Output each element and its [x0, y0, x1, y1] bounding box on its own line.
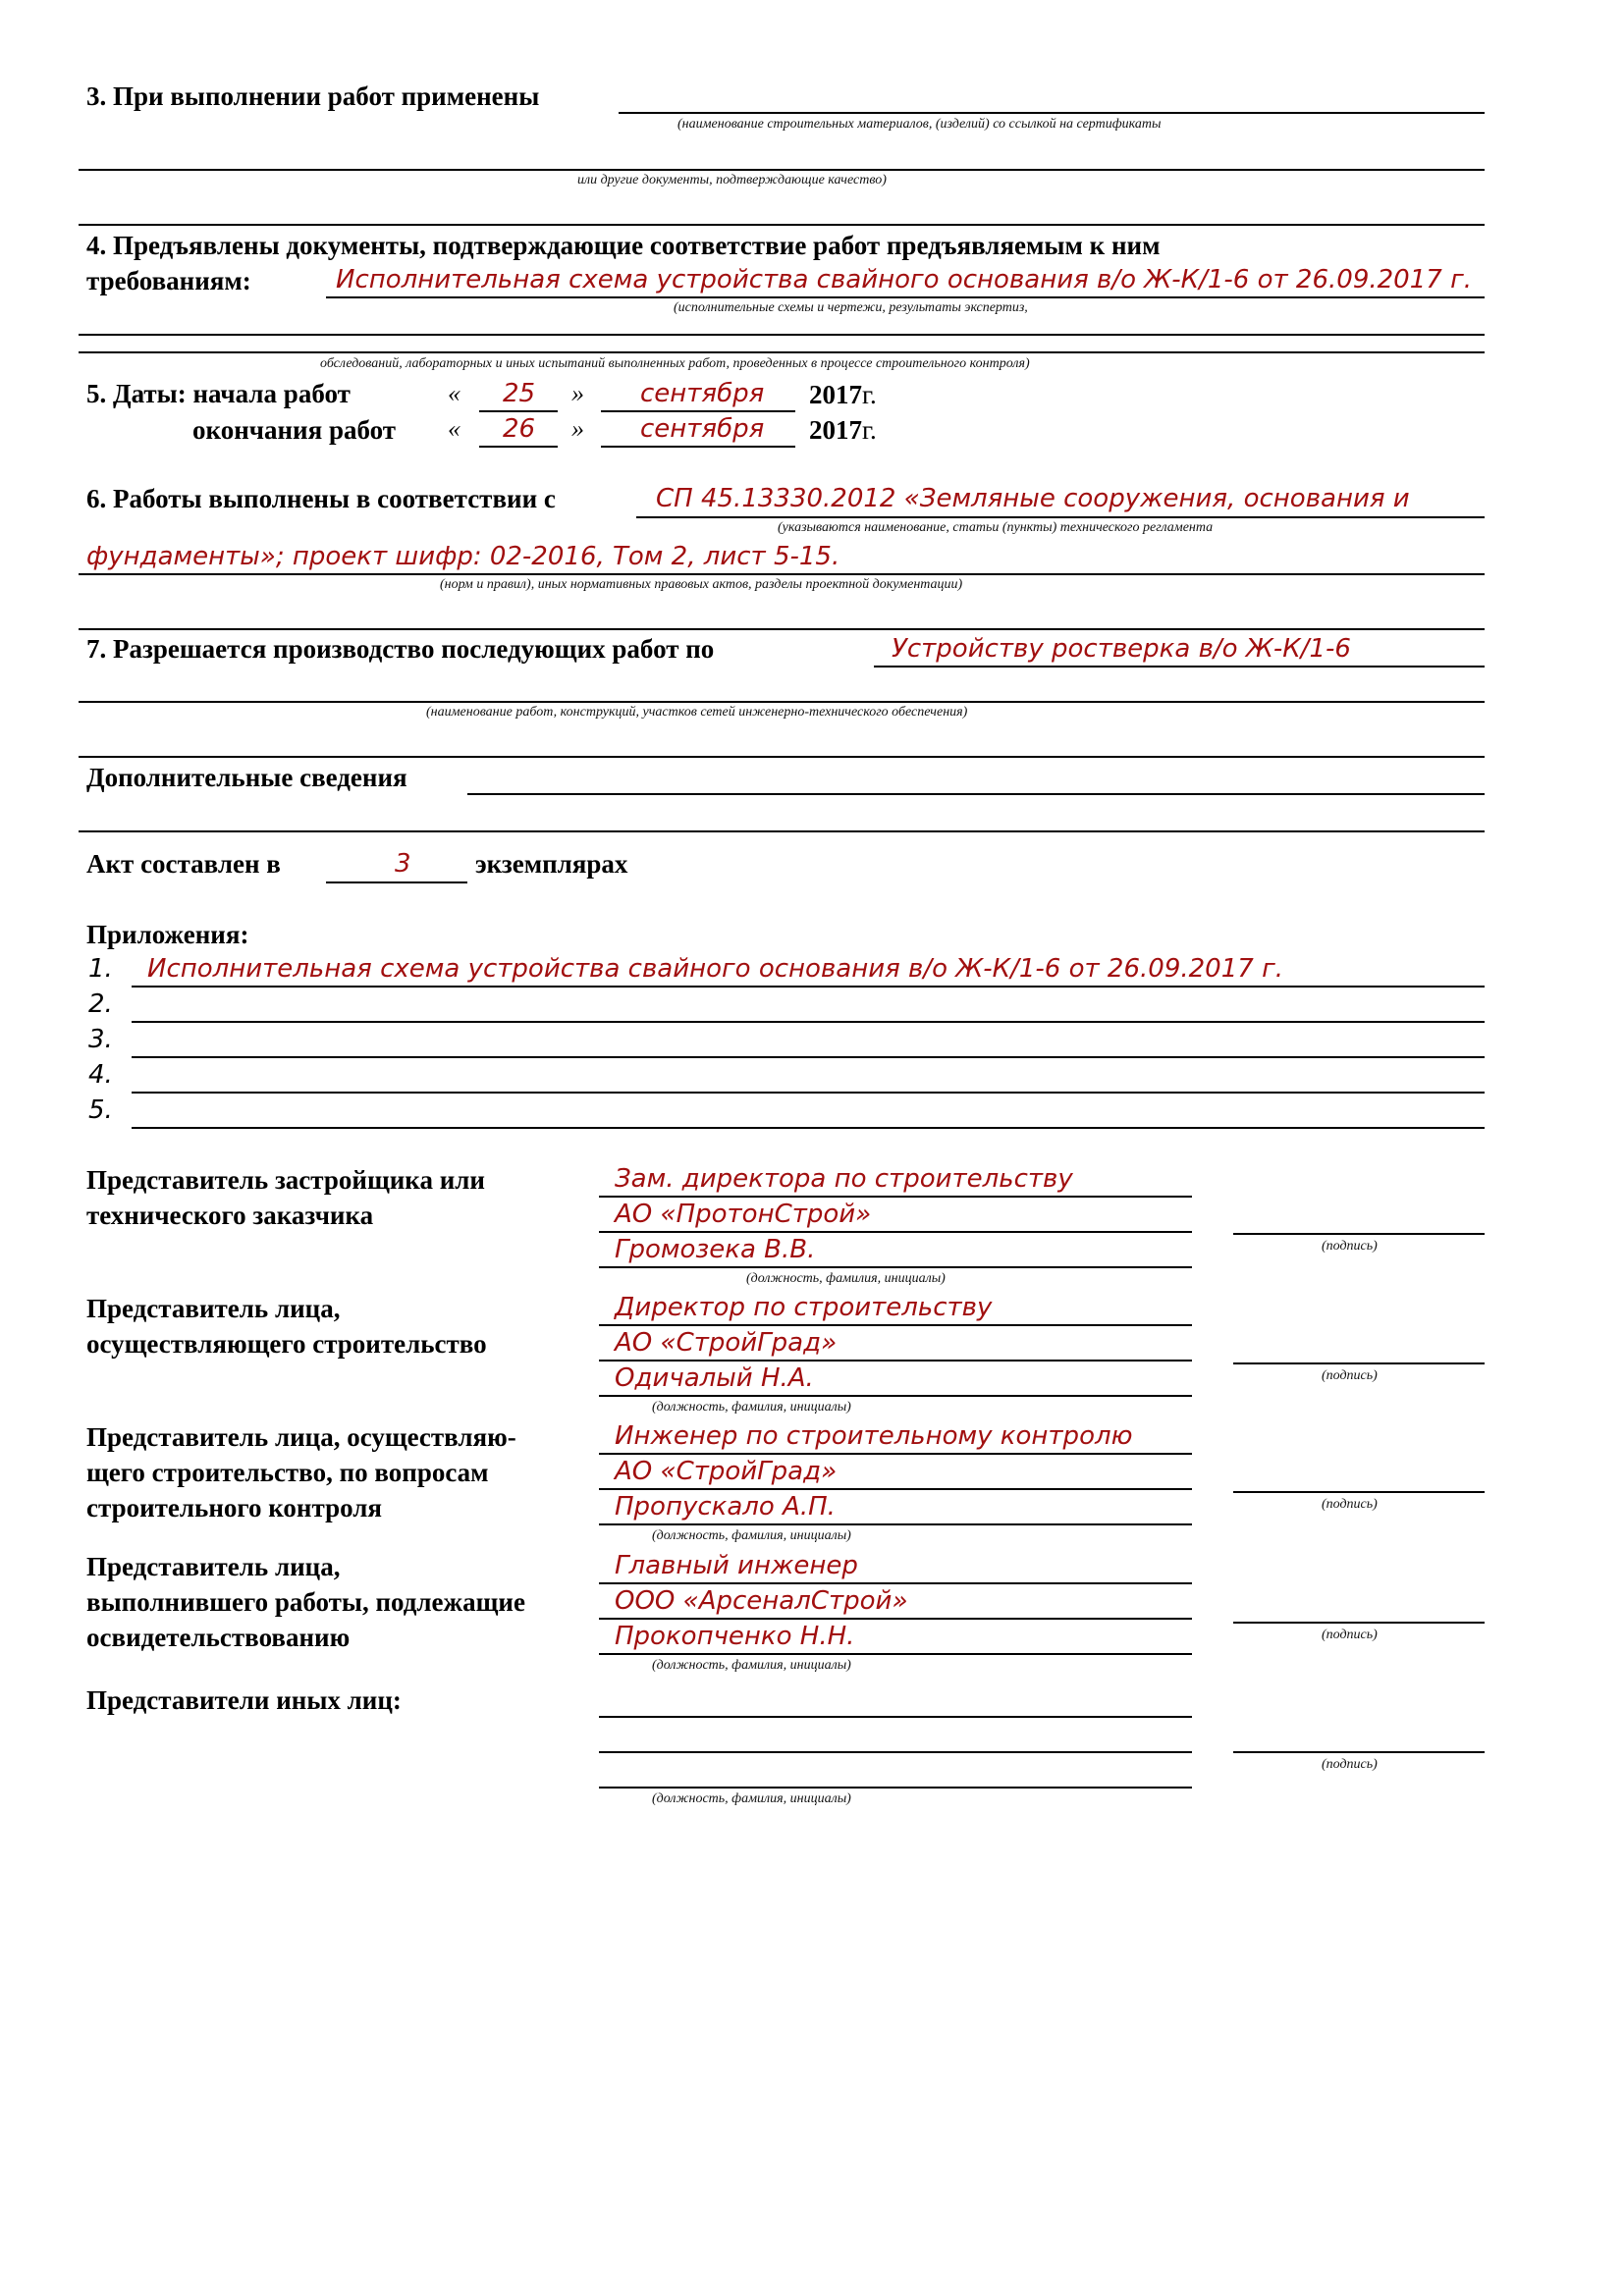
end-day-value[interactable]: 26 [503, 414, 536, 444]
rep-position-value[interactable]: Инженер по строительному контролю [615, 1421, 1133, 1451]
section-7-caption: (наименование работ, конструкций, участков сетей инженерно-технического обеспечения) [426, 705, 968, 720]
extra-info-label: Дополнительные сведения [86, 763, 407, 792]
rep-label-line-2: осуществляющего строительство [86, 1329, 487, 1359]
section-4-caption-1: (исполнительные схемы и чертежи, результаты экспертиз, [674, 300, 1028, 315]
section-5-label: 5. Даты: начала работ [86, 379, 351, 408]
signature-caption: (подпись) [1322, 1239, 1378, 1254]
section-3-field-line[interactable] [619, 112, 1485, 114]
section-5-end-label: окончания работ [192, 415, 397, 445]
rep-label-line-3: освидетельствованию [86, 1623, 351, 1652]
rep-label-line-2: технического заказчика [86, 1201, 374, 1230]
end-close-quote: » [571, 414, 584, 443]
rep-name-value[interactable]: Одичалый Н.А. [615, 1363, 814, 1393]
rep-position-value[interactable]: Директор по строительству [615, 1293, 993, 1322]
end-year-suffix: г. [862, 415, 877, 445]
rep-field-line [599, 1582, 1192, 1584]
rep-name-value[interactable]: Пропускало А.П. [615, 1492, 836, 1522]
section-3-caption-1: (наименование строительных материалов, (изделий) со ссылкой на сертификаты [677, 117, 1162, 132]
rep-field-line [599, 1231, 1192, 1233]
rep-field-line [599, 1324, 1192, 1326]
rep-label-line-1: Представитель лица, [86, 1294, 341, 1323]
section-4-field-line-3 [79, 351, 1485, 353]
signature-line[interactable] [1233, 1622, 1485, 1624]
signature-line[interactable] [1233, 1362, 1485, 1364]
end-month-line [601, 446, 795, 448]
rep-organization-value[interactable]: АО «СтройГрад» [615, 1328, 838, 1358]
start-day-value[interactable]: 25 [503, 379, 536, 408]
rep-name-value[interactable]: Прокопченко Н.Н. [615, 1622, 855, 1651]
end-year [809, 414, 877, 446]
rep-label-line-1: Представитель лица, [86, 1552, 341, 1581]
section-6-label: 6. Работы выполнены в соответствии с [86, 484, 556, 513]
attachment-line [132, 1127, 1485, 1129]
rep-field-line [599, 1395, 1192, 1397]
end-open-quote: « [448, 414, 460, 443]
attachment-value[interactable]: Исполнительная схема устройства свайного основания в/о Ж-К/1-6 от 26.09.2017 г. [147, 954, 1283, 984]
section-6-caption-2: (норм и правил), иных нормативных правовых актов, разделы проектной документации) [440, 577, 963, 592]
section-4-label-1: 4. Предъявлены документы, подтверждающие соответствие работ предъявляемым к ним [86, 231, 1161, 260]
rep-position-value[interactable]: Зам. директора по строительству [615, 1164, 1073, 1194]
rep-field-line [599, 1196, 1192, 1198]
signature-line[interactable] [1233, 1233, 1485, 1235]
rep-caption: (должность, фамилия, инициалы) [652, 1400, 851, 1415]
section-divider [79, 224, 1485, 226]
section-divider-2 [79, 628, 1485, 630]
attachment-line [132, 986, 1485, 988]
section-7-label: 7. Разрешается производство последующих работ по [86, 634, 715, 664]
copies-suffix: экземплярах [475, 849, 628, 879]
rep-field-line [599, 1523, 1192, 1525]
copies-line [326, 881, 467, 883]
rep-label-line-1: Представитель застройщика или [86, 1165, 485, 1195]
section-4-caption-2: обследований, лабораторных и иных испытаний выполненных работ, проведенных в процессе строительного контроля) [320, 356, 1030, 371]
start-close-quote: » [571, 379, 584, 407]
attachment-line [132, 1092, 1485, 1094]
end-day-line [479, 446, 558, 448]
section-6-value-1[interactable]: СП 45.13330.2012 «Земляные сооружения, основания и [656, 484, 1410, 513]
extra-info-line-2[interactable] [79, 830, 1485, 832]
attachment-number: 4. [88, 1060, 113, 1090]
section-3-label: 3. При выполнении работ применены [86, 81, 540, 111]
start-open-quote: « [448, 379, 460, 407]
section-6-value-2[interactable]: фундаменты»; проект шифр: 02-2016, Том 2, лист 5-15. [86, 542, 840, 571]
extra-info-line[interactable] [467, 793, 1485, 795]
rep-caption: (должность, фамилия, инициалы) [746, 1271, 946, 1286]
rep-field-line [599, 1653, 1192, 1655]
copies-label: Акт составлен в [86, 849, 281, 879]
rep-caption: (должность, фамилия, инициалы) [652, 1791, 851, 1806]
rep-field-line[interactable] [599, 1751, 1192, 1753]
end-year-value: 2017 [809, 415, 862, 445]
rep-label-line-1: Представители иных лиц: [86, 1685, 402, 1715]
section-6-caption-1: (указываются наименование, статьи (пункты) технического регламента [778, 520, 1214, 535]
start-year [809, 379, 877, 410]
attachment-number: 1. [88, 954, 113, 984]
section-4-field-line [326, 296, 1485, 298]
rep-label-line-1: Представитель лица, осуществляю- [86, 1422, 516, 1452]
section-4-documents-value[interactable]: Исполнительная схема устройства свайного основания в/о Ж-К/1-6 от 26.09.2017 г. [336, 265, 1472, 294]
section-3-field-line-2[interactable] [79, 169, 1485, 171]
start-year-value: 2017 [809, 380, 862, 409]
signature-caption: (подпись) [1322, 1757, 1378, 1772]
section-6-field-line [636, 516, 1485, 518]
rep-field-line [599, 1618, 1192, 1620]
start-month-value[interactable]: сентября [640, 379, 765, 408]
rep-caption: (должность, фамилия, инициалы) [652, 1528, 851, 1543]
signature-caption: (подпись) [1322, 1497, 1378, 1512]
rep-field-line [599, 1488, 1192, 1490]
attachment-number: 5. [88, 1095, 113, 1125]
extra-top-line [79, 756, 1485, 758]
start-day-line [479, 410, 558, 412]
rep-organization-value[interactable]: АО «СтройГрад» [615, 1457, 838, 1486]
attachment-number: 2. [88, 989, 113, 1019]
rep-label-line-2: выполнившего работы, подлежащие [86, 1587, 525, 1617]
rep-field-line [599, 1266, 1192, 1268]
rep-organization-value[interactable]: АО «ПротонСтрой» [615, 1200, 872, 1229]
section-6-field-line-2 [79, 573, 1485, 575]
copies-value[interactable]: 3 [395, 849, 411, 879]
start-year-suffix: г. [862, 380, 877, 409]
end-month-value[interactable]: сентября [640, 414, 765, 444]
section-3-caption-2: или другие документы, подтверждающие качество) [577, 173, 887, 187]
rep-organization-value[interactable]: ООО «АрсеналСтрой» [615, 1586, 908, 1616]
attachment-line [132, 1021, 1485, 1023]
section-7-field-line-2[interactable] [79, 701, 1485, 703]
rep-caption: (должность, фамилия, инициалы) [652, 1658, 851, 1673]
rep-label-line-2: щего строительство, по вопросам [86, 1458, 489, 1487]
section-7-field-line [874, 666, 1485, 667]
attachment-line [132, 1056, 1485, 1058]
signature-line[interactable] [1233, 1751, 1485, 1753]
attachment-number: 3. [88, 1025, 113, 1054]
signature-caption: (подпись) [1322, 1628, 1378, 1642]
rep-field-line[interactable] [599, 1716, 1192, 1718]
attachments-label: Приложения: [86, 920, 249, 949]
rep-label-line-3: строительного контроля [86, 1493, 382, 1522]
section-4-label-2: требованиям: [86, 266, 251, 295]
section-4-field-line-2[interactable] [79, 334, 1485, 336]
rep-position-value[interactable]: Главный инженер [615, 1551, 858, 1580]
signature-caption: (подпись) [1322, 1368, 1378, 1383]
section-7-value[interactable]: Устройству ростверка в/о Ж-К/1-6 [892, 634, 1351, 664]
rep-field-line[interactable] [599, 1787, 1192, 1789]
signature-line[interactable] [1233, 1491, 1485, 1493]
start-month-line [601, 410, 795, 412]
rep-field-line [599, 1453, 1192, 1455]
rep-field-line [599, 1360, 1192, 1362]
rep-name-value[interactable]: Громозека В.В. [615, 1235, 816, 1264]
